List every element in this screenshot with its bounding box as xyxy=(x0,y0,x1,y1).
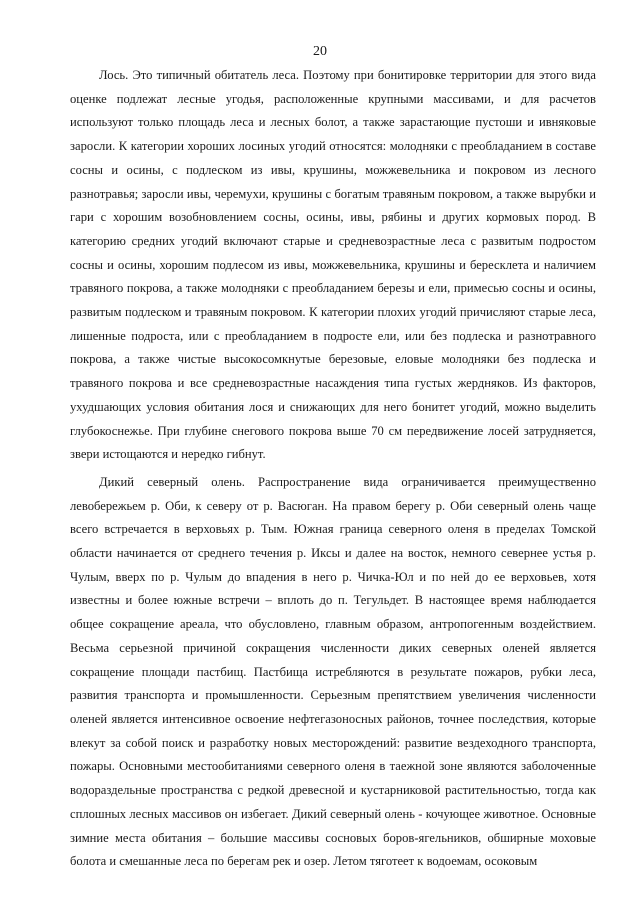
page-number: 20 xyxy=(313,44,327,59)
body-text xyxy=(70,64,596,874)
paragraph-moose: Лось. Это типичный обитатель леса. Поэтому при бонитировке территории для этого вида оценке подлежат лесные угодья, расположенные крупными массивами, и для расчетов используют только площадь леса и лесных болот, а также зарастающие пустоши и ивняковые заросли. К категории хороших лосиных угодий относятся: молодняки с преобладанием в составе сосны и осины, с подлеском из ивы, крушины, можжевельника и покровом из лесного разнотравья; заросли ивы, черемухи, крушины с богатым травяным покровом, а также вырубки и гари с хорошим возобновлением сосны, осины, ивы, рябины и других кормовых пород. В категорию средних угодий включают старые и средневозрастные леса с развитым подростом сосны и осины, хорошим подлесом из ивы, можжевельника, крушины и бересклета и наличием травяного покрова, а также молодняки с преобладанием березы и ели, примесью сосны и осины, развитым подлеском и травяным покровом. К категории плохих угодий причисляют старые леса, лишенные подроста, или с преобладанием в подросте ели, или без подлеска и разнотравного покрова, а также чистые высокосомкнутые березовые, еловые молодняки без подлеска и травяного покрова и все средневозрастные насаждения типа густых жердняков. Из факторов, ухудшающих условия обитания лося и снижающих для него бонитет угодий, можно выделить глубокоснежье. При глубине снегового покрова выше 70 см передвижение лосей затрудняется, звери истощаются и нередко гибнут. xyxy=(70,68,596,462)
paragraph-reindeer: Дикий северный олень. Распространение вида ограничивается преимущественно левобережьем р. Оби, к северу от р. Васюган. На правом берегу р. Оби северный олень чаще всего встречается в верховьях р. Тым. Южная граница северного оленя в пределах Томской области начинается от среднего течения р. Иксы и далее на восток, немного севернее устья р. Чулым, вверх по р. Чулым до впадения в него р. Чичка-Юл и по ней до ее верховьев, хотя известны и более южные встречи – вплоть до п. Тегульдет. В настоящее время наблюдается общее сокращение ареала, что обусловлено, главным образом, антропогенным воздействием. Весьма серьезной причиной сокращения численности диких северных оленей является сокращение площади пастбищ. Пастбища истребляются в результате пожаров, рубки леса, развития транспорта и промышленности. Серьезным препятствием увеличения численности оленей является интенсивное освоение нефтегазоносных районов, точнее последствия, которые влекут за собой поиск и разработку новых месторождений: развитие вездеходного транспорта, пожары. Основными местообитаниями северного оленя в таежной зоне являются заболоченные водораздельные пространства с редкой древесной и кустарниковой растительностью, тогда как сплошных лесных массивов он избегает. Дикий северный олень - кочующее животное. Основные зимние места обитания – большие массивы сосновых боров-ягельников, обширные моховые болота и смешанные леса по берегам рек и озер. Летом тяготеет к водоемам, осоковым xyxy=(70,474,596,869)
